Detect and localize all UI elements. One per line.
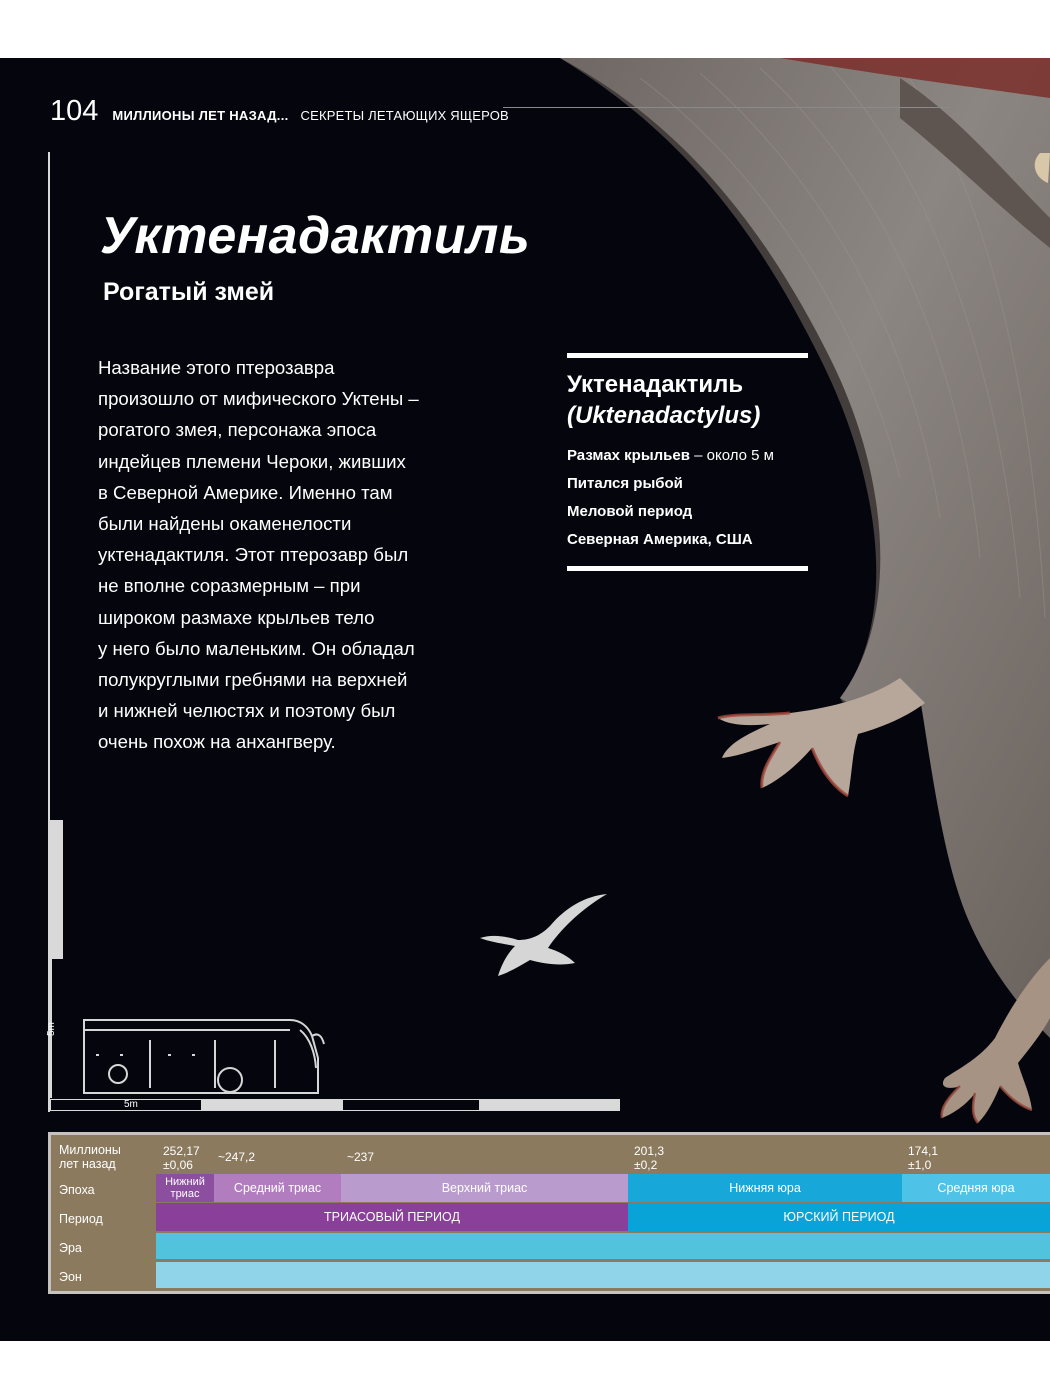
fact-diet: Питался рыбой (567, 475, 683, 492)
horizontal-scale-label: 5m (124, 1099, 138, 1110)
article-body-line: были найдены окаменелости (98, 513, 352, 535)
timeline-period-label: Период (59, 1212, 103, 1226)
article-body-line: очень похож на анхангверу. (98, 731, 336, 753)
article-body-line: и нижней челюстях и поэтому был (98, 700, 396, 722)
timeline-date: 201,3 ±0,2 (634, 1144, 665, 1172)
timeline-date: ~237 (347, 1150, 375, 1164)
article-body-line: в Северной Америке. Именно там (98, 481, 393, 503)
article-body-line: не вполне соразмерным – при (98, 575, 361, 597)
vertical-scale-label: 5m (46, 1022, 57, 1036)
fact-location: Северная Америка, США (567, 531, 753, 548)
article-subtitle: Рогатый змей (103, 278, 275, 306)
fact-box (567, 353, 808, 571)
header-rule (503, 107, 950, 108)
timeline-mya-label: Миллионы лет назад (59, 1143, 121, 1171)
fact-period: Меловой период (567, 503, 693, 520)
timeline-date: ~247,2 (218, 1150, 256, 1164)
article-body-line: полукруглыми гребнями на верхней (98, 669, 408, 691)
epoch-middle-jurassic: Средняя юра (902, 1174, 1050, 1202)
period-triassic: ТРИАСОВЫЙ ПЕРИОД (156, 1203, 628, 1231)
fact-box-name: Уктенадактиль (567, 371, 744, 398)
timeline-date: 174,1 ±1,0 (908, 1144, 939, 1172)
article-body-line: Название этого птерозавра (98, 357, 335, 378)
running-header (50, 95, 509, 125)
geologic-timeline (48, 1132, 1050, 1294)
page-number: 104 (50, 95, 99, 127)
article-body-line: уктенадактиля. Этот птерозавр был (98, 544, 409, 566)
bus-icon (84, 1020, 324, 1093)
epoch-lower-jurassic: Нижняя юра (628, 1174, 902, 1202)
article-body-line: индейцев племени Чероки, живших (98, 450, 406, 472)
epoch-middle-triassic: Средний триас (214, 1174, 341, 1202)
timeline-eon-label: Эон (59, 1270, 82, 1284)
eon-bar (156, 1262, 1050, 1288)
era-bar (156, 1233, 1050, 1259)
book-title: МИЛЛИОНЫ ЛЕТ НАЗАД... (112, 108, 289, 123)
fact-box-latin-name: (Uktenadactylus) (567, 402, 761, 429)
article-body-line: произошло от мифического Уктены – (98, 388, 419, 410)
timeline-date: 252,17 ±0,06 (163, 1144, 200, 1172)
article-body-line: у него было маленьким. Он обладал (98, 637, 415, 659)
epoch-upper-triassic: Верхний триас (341, 1174, 628, 1202)
timeline-era-label: Эра (59, 1241, 82, 1255)
fact-wingspan: Размах крыльев – около 5 м (567, 447, 774, 464)
period-jurassic: ЮРСКИЙ ПЕРИОД (628, 1203, 1050, 1231)
article-body-line: широком размахе крыльев тело (98, 606, 375, 628)
epoch-lower-triassic: Нижний триас (156, 1174, 214, 1202)
article-body (98, 352, 468, 758)
section-title: СЕКРЕТЫ ЛЕТАЮЩИХ ЯЩЕРОВ (300, 108, 509, 123)
article-title: Уктенадактиль (100, 207, 531, 265)
timeline-epoch-label: Эпоха (59, 1183, 95, 1197)
article-body-line: рогатого змея, персонажа эпоса (98, 419, 377, 441)
